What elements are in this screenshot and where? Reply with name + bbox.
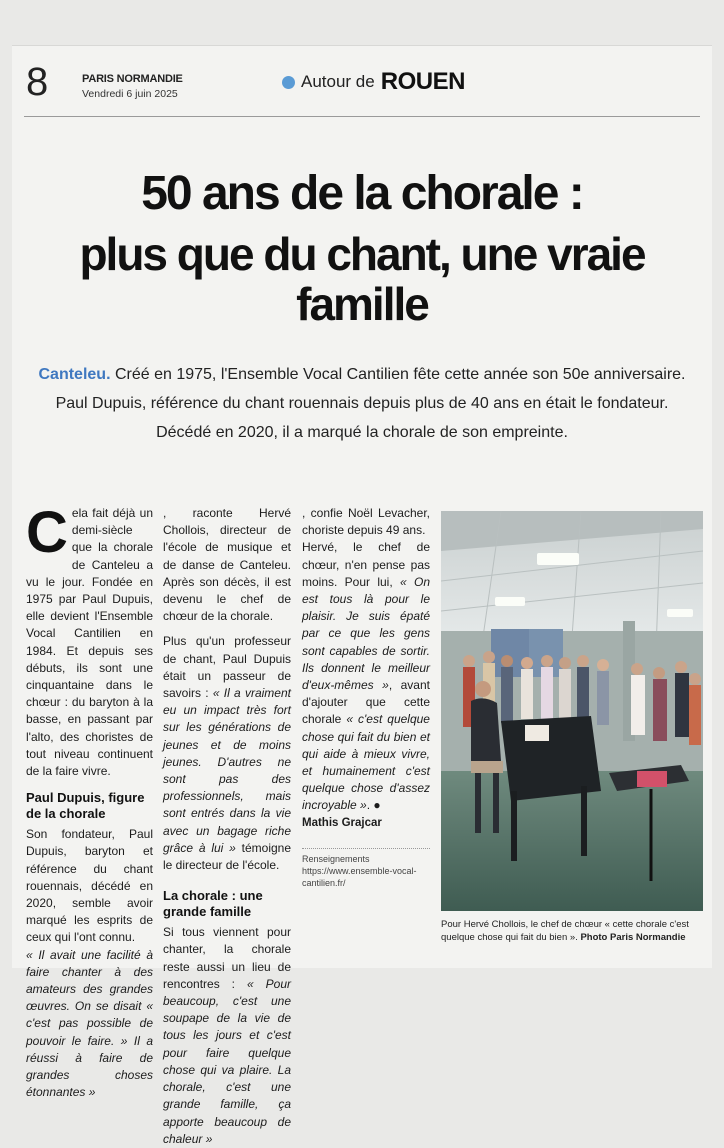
section-city: ROUEN bbox=[380, 68, 465, 95]
paragraph-text: Si tous viennent pour chanter, la chorale reste aussi un lieu de rencontres : bbox=[163, 925, 291, 991]
paragraph-family bbox=[163, 924, 291, 1148]
author-signature: Mathis Grajcar bbox=[302, 816, 382, 829]
section-dot-icon bbox=[282, 76, 295, 89]
info-label: Renseignements bbox=[302, 848, 430, 865]
lede-line-1 bbox=[30, 360, 694, 389]
headline-line-1: 50 ans de la chorale : bbox=[141, 167, 583, 220]
info-link[interactable]: https://www.ensemble-vocal-cantilien.fr/ bbox=[302, 865, 417, 888]
quote-text: « Il avait une facilité à faire chanter à des amateurs des grandes œuvres. On se disait « c'est pas possible de pouvoir le faire. » Il a réussi à faire de grandes choses étonnantes » bbox=[26, 947, 153, 1100]
paragraph-text: , avant d'ajouter que cette chorale bbox=[302, 678, 430, 727]
article-headline bbox=[20, 168, 704, 330]
quote-text: « Il a vraiment eu un impact très fort sur les générations de jeunes et de moins jeunes. D'autres ne sont pas des professionnels, mais sont entrés dans la vie avec un bagage riche grâce à lui » bbox=[163, 686, 291, 855]
paragraph-text: témoigne le directeur de l'école. bbox=[163, 840, 292, 873]
subheading-founder: Paul Dupuis, figure de la chorale bbox=[26, 790, 145, 822]
publication-date: Vendredi 6 juin 2025 bbox=[82, 88, 178, 100]
paragraph-herve bbox=[302, 539, 430, 814]
quote-text: « c'est quelque chose qui fait du bien et qui aide à mieux vivre, et humainement c'est quelque chose d'assez incroyable » bbox=[302, 712, 430, 813]
paragraph-intro-text: ela fait déjà un demi-siècle que la chorale de Canteleu a vu le jour. Fondée en 1975 par Paul Dupuis, elle devient l'Ensemble Vocal Cantilien en 1984. Et depuis ses débuts, ils sont une cinquantaine dans le chœur : du baryton à la basse, en passant par l'alto, des choristes de tout niveau continuent de la faire vivre. bbox=[26, 506, 153, 779]
paragraph-quote-1 bbox=[26, 947, 153, 1102]
photo-caption bbox=[441, 918, 703, 944]
paragraph-text: , confie Noël Levacher, choriste depuis 49 ans. bbox=[302, 506, 430, 538]
lede-line-2: Paul Dupuis, référence du chant rouennais depuis plus de 40 ans en était le fondateur. bbox=[55, 395, 669, 412]
paragraph-end-mark: . ● bbox=[366, 798, 381, 813]
newspaper-name: PARIS NORMANDIE bbox=[82, 73, 183, 85]
choir-photo bbox=[441, 511, 703, 911]
subheading-family: La chorale : une grande famille bbox=[163, 888, 263, 920]
article-column-3 bbox=[302, 505, 430, 889]
article-column-1 bbox=[26, 500, 153, 1102]
lede-line-3: Décédé en 2020, il a marqué la chorale de son empreinte. bbox=[156, 424, 568, 441]
drop-cap: C bbox=[26, 500, 68, 565]
section-prefix: Autour de bbox=[301, 72, 375, 91]
quote-text: « On est tous là pour le plaisir. Je suis épaté par ce que les gens sont capables de sortir. Ils donnent le meilleur d'eux-mêmes » bbox=[302, 574, 430, 693]
choir-photo-illustration bbox=[441, 511, 703, 911]
headline-line-2: plus que du chant, une vraie famille bbox=[79, 227, 645, 331]
quote-text: « Pour beaucoup, c'est une soupape de la vie de tous les jours et c'est pour faire quelque chose qui va plaire. La chorale, c'est une grande famille, ça apporte beaucoup de chaleur » bbox=[163, 976, 292, 1146]
photo-credit: Photo Paris Normandie bbox=[580, 932, 686, 943]
paragraph-teacher bbox=[163, 633, 291, 874]
paragraph-text: Plus qu'un professeur de chant, Paul Dupuis était un passeur de savoirs : bbox=[163, 634, 291, 701]
article-lede bbox=[30, 360, 694, 447]
lede-text-1: Créé en 1975, l'Ensemble Vocal Cantilien fête cette année son 50e anniversaire. bbox=[114, 366, 686, 383]
page-number: 8 bbox=[26, 60, 49, 104]
header-divider bbox=[24, 116, 700, 117]
paragraph-chollois bbox=[163, 505, 291, 625]
paragraph-intro bbox=[26, 500, 153, 780]
paragraph-levacher bbox=[302, 505, 430, 539]
caption-text: Pour Hervé Chollois, le chef de chœur « cette chorale c'est quelque chose qui fait du bien ». bbox=[441, 919, 689, 943]
lede-place: Canteleu. bbox=[38, 366, 111, 383]
paragraph-founder: Son fondateur, Paul Dupuis, baryton et référence du chant rouennais, décédé en 2020, semble avoir marqué les esprits de ceux qui l'ont connu. bbox=[26, 827, 153, 945]
section-heading bbox=[282, 68, 465, 96]
article-column-2 bbox=[163, 505, 291, 1148]
paragraph-text: Hervé, le chef de chœur, n'en pense pas moins. Pour lui, bbox=[302, 540, 430, 589]
paragraph-text: , raconte Hervé Chollois, directeur de l'école de musique et de danse de Canteleu. Après son décès, il est devenu le chef de chœur de la chorale. bbox=[163, 506, 291, 624]
